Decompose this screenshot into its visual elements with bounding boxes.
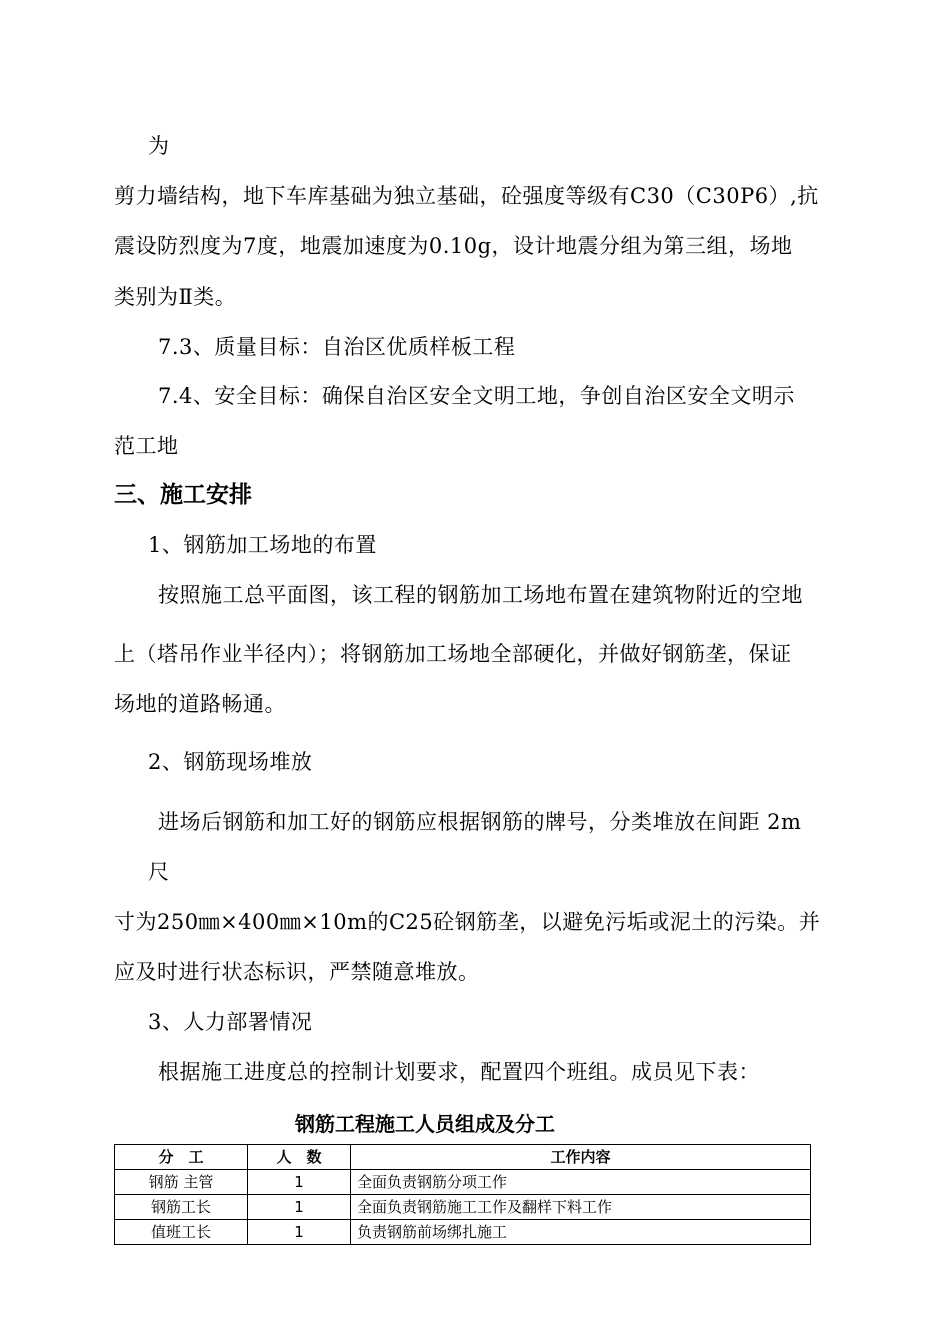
table-row (115, 1195, 811, 1220)
section-heading: 三、施工安排 (114, 482, 252, 508)
paragraph-line: 场地的道路畅通。 (114, 692, 286, 716)
table-title: 钢筋工程施工人员组成及分工 (295, 1112, 555, 1136)
paragraph-line: 震设防烈度为7度，地震加速度为0.10g，设计地震分组为第三组，场地 (114, 234, 793, 258)
paragraph-line: 剪力墙结构，地下车库基础为独立基础，砼强度等级有C30（C30P6）,抗 (114, 184, 819, 208)
header-duties: 工作内容 (351, 1145, 811, 1170)
paragraph-line: 应及时进行状态标识，严禁随意堆放。 (114, 960, 480, 984)
header-count: 人 数 (248, 1145, 351, 1170)
subsection-title: 1、钢筋加工场地的布置 (148, 533, 377, 557)
cell-duties: 全面负责钢筋施工工作及翻样下料工作 (351, 1195, 811, 1220)
paragraph-line: 寸为250㎜×400㎜×10m的C25砼钢筋垄，以避免污垢或泥土的污染。并 (114, 910, 821, 934)
paragraph-line: 类别为Ⅱ类。 (114, 285, 237, 309)
cell-count: 1 (248, 1170, 351, 1195)
table-row (115, 1170, 811, 1195)
cell-duties: 负责钢筋前场绑扎施工 (351, 1220, 811, 1245)
paragraph-line: 按照施工总平面图，该工程的钢筋加工场地布置在建筑物附近的空地 (158, 583, 803, 607)
cell-count: 1 (248, 1195, 351, 1220)
quality-goal: 7.3、质量目标：自治区优质样板工程 (158, 335, 516, 359)
paragraph-line: 尺 (148, 860, 170, 884)
cell-role: 值班工长 (115, 1220, 248, 1245)
paragraph-line: 上（塔吊作业半径内）；将钢筋加工场地全部硬化，并做好钢筋垄，保证 (114, 642, 792, 666)
staff-table (114, 1144, 811, 1245)
header-role: 分 工 (115, 1145, 248, 1170)
table-header-row (115, 1145, 811, 1170)
paragraph-line: 根据施工进度总的控制计划要求，配置四个班组。成员见下表： (158, 1060, 760, 1084)
table-row (115, 1220, 811, 1245)
cell-role: 钢筋 主管 (115, 1170, 248, 1195)
cell-duties: 全面负责钢筋分项工作 (351, 1170, 811, 1195)
cell-count: 1 (248, 1220, 351, 1245)
safety-goal: 7.4、安全目标：确保自治区安全文明工地，争创自治区安全文明示 (158, 384, 795, 408)
paragraph-line: 进场后钢筋和加工好的钢筋应根据钢筋的牌号，分类堆放在间距 2m (158, 810, 802, 834)
paragraph-line: 为 (148, 134, 170, 158)
cell-role: 钢筋工长 (115, 1195, 248, 1220)
paragraph-line: 范工地 (114, 434, 179, 458)
subsection-title: 3、人力部署情况 (148, 1010, 313, 1034)
subsection-title: 2、钢筋现场堆放 (148, 750, 313, 774)
